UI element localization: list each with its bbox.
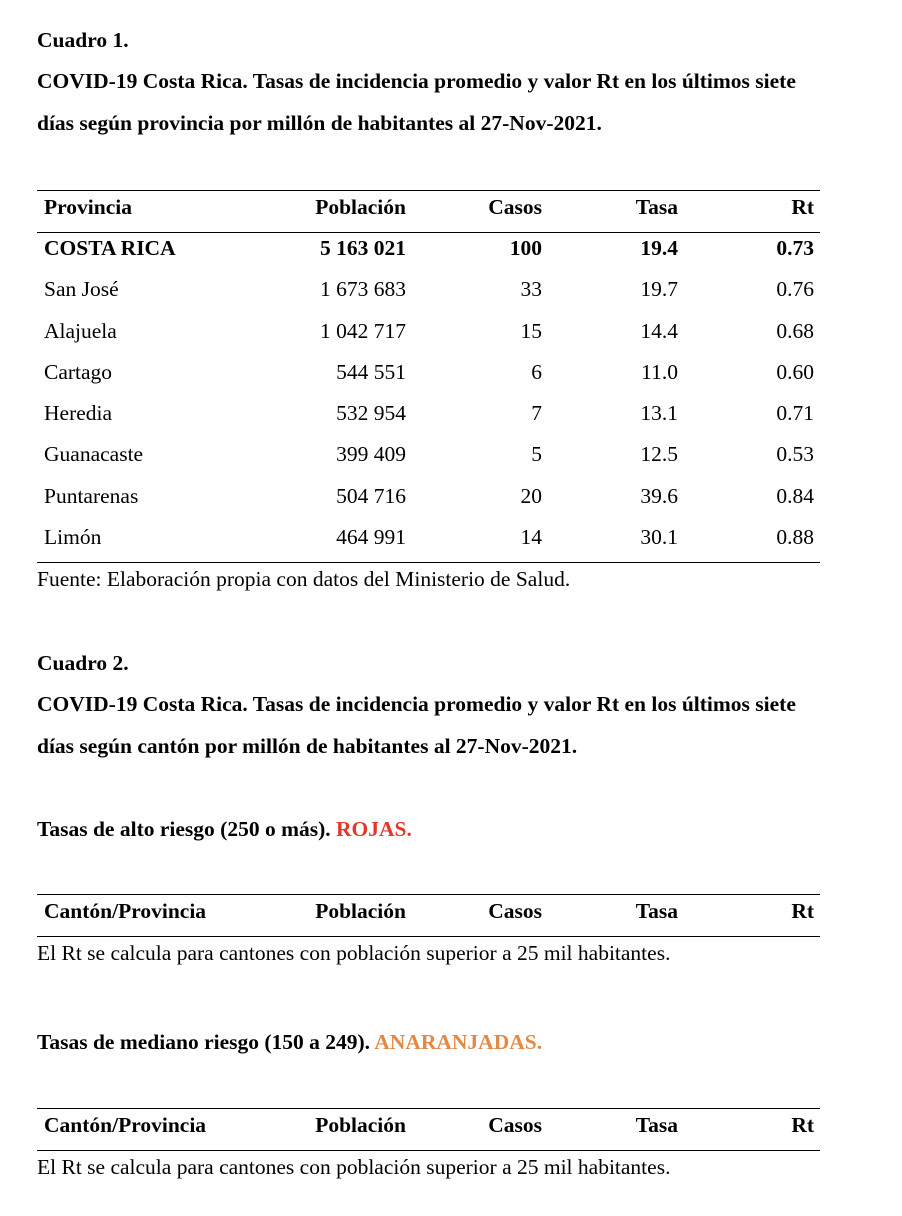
header-rt: Rt xyxy=(791,899,814,923)
cell-poblacion: 504 716 xyxy=(336,484,406,508)
header-canton-provincia: Cantón/Provincia xyxy=(44,1113,207,1137)
cell-poblacion: 1 042 717 xyxy=(320,319,406,343)
header-tasa: Tasa xyxy=(635,899,678,923)
header-bottom-rule xyxy=(37,936,820,937)
table-bottom-rule xyxy=(37,562,820,563)
cell-rt: 0.73 xyxy=(776,236,814,260)
cell-provincia: Alajuela xyxy=(44,319,117,343)
header-poblacion: Población xyxy=(315,195,406,219)
cuadro2-title-line1: COVID-19 Costa Rica. Tasas de incidencia promedio y valor Rt en los últimos siete xyxy=(37,692,796,716)
cell-casos: 100 xyxy=(509,236,542,260)
high-risk-note: El Rt se calcula para cantones con población superior a 25 mil habitantes. xyxy=(37,941,671,965)
table-row-total xyxy=(37,238,820,280)
cuadro1-source-note: Fuente: Elaboración propia con datos del Ministerio de Salud. xyxy=(37,567,571,591)
header-bottom-rule xyxy=(37,232,820,233)
medium-risk-tag: ANARANJADAS. xyxy=(374,1030,543,1054)
cell-provincia: Cartago xyxy=(44,360,113,384)
table-row xyxy=(37,362,820,404)
table-top-rule xyxy=(37,1108,820,1109)
table-row xyxy=(37,321,820,363)
cell-casos: 14 xyxy=(520,525,542,549)
table-row xyxy=(37,403,820,445)
high-risk-prefix: Tasas de alto riesgo (250 o más). xyxy=(37,817,331,841)
cuadro2-title-line2: días según cantón por millón de habitantes al 27-Nov-2021. xyxy=(37,734,578,758)
cell-provincia: San José xyxy=(44,277,119,301)
cell-tasa: 39.6 xyxy=(640,484,678,508)
cell-poblacion: 544 551 xyxy=(336,360,406,384)
cell-tasa: 11.0 xyxy=(641,360,678,384)
cell-casos: 7 xyxy=(531,401,542,425)
header-rt: Rt xyxy=(791,195,814,219)
cell-tasa: 14.4 xyxy=(640,319,678,343)
header-bottom-rule xyxy=(37,1150,820,1151)
cuadro2-label: Cuadro 2. xyxy=(37,651,129,675)
high-risk-table xyxy=(37,894,820,940)
cell-poblacion: 532 954 xyxy=(336,401,406,425)
cell-rt: 0.88 xyxy=(776,525,814,549)
header-tasa: Tasa xyxy=(635,1113,678,1137)
table-row xyxy=(37,486,820,528)
cell-casos: 33 xyxy=(520,277,542,301)
cuadro1-table xyxy=(37,190,820,565)
cell-casos: 15 xyxy=(520,319,542,343)
cell-poblacion: 5 163 021 xyxy=(320,236,406,260)
header-rt: Rt xyxy=(791,1113,814,1137)
header-casos: Casos xyxy=(488,1113,542,1137)
cell-tasa: 19.7 xyxy=(640,277,678,301)
cell-rt: 0.71 xyxy=(776,401,814,425)
cell-poblacion: 464 991 xyxy=(336,525,406,549)
cell-rt: 0.60 xyxy=(776,360,814,384)
cell-tasa: 19.4 xyxy=(640,236,678,260)
header-casos: Casos xyxy=(488,899,542,923)
cell-provincia: Limón xyxy=(44,525,102,549)
medium-risk-note: El Rt se calcula para cantones con población superior a 25 mil habitantes. xyxy=(37,1155,671,1179)
cell-tasa: 30.1 xyxy=(640,525,678,549)
high-risk-tag: ROJAS. xyxy=(336,817,412,841)
cell-rt: 0.68 xyxy=(776,319,814,343)
table-row xyxy=(37,444,820,486)
header-canton-provincia: Cantón/Provincia xyxy=(44,899,207,923)
header-provincia: Provincia xyxy=(44,195,132,219)
table-row xyxy=(37,279,820,321)
medium-risk-prefix: Tasas de mediano riesgo (150 a 249). xyxy=(37,1030,371,1054)
header-poblacion: Población xyxy=(315,899,406,923)
medium-risk-table xyxy=(37,1108,820,1154)
table-top-rule xyxy=(37,190,820,191)
cell-casos: 5 xyxy=(531,442,542,466)
cell-poblacion: 1 673 683 xyxy=(320,277,406,301)
cuadro1-label: Cuadro 1. xyxy=(37,28,129,52)
cell-casos: 6 xyxy=(531,360,542,384)
cell-provincia: Heredia xyxy=(44,401,113,425)
header-casos: Casos xyxy=(488,195,542,219)
cuadro1-title-line1: COVID-19 Costa Rica. Tasas de incidencia promedio y valor Rt en los últimos siete xyxy=(37,69,796,93)
cell-provincia: Puntarenas xyxy=(44,484,139,508)
cuadro1-title-line2: días según provincia por millón de habitantes al 27-Nov-2021. xyxy=(37,111,602,135)
high-risk-heading xyxy=(37,819,412,841)
table-top-rule xyxy=(37,894,820,895)
cell-casos: 20 xyxy=(520,484,542,508)
cell-poblacion: 399 409 xyxy=(336,442,406,466)
cell-rt: 0.53 xyxy=(776,442,814,466)
cell-rt: 0.76 xyxy=(776,277,814,301)
cell-tasa: 13.1 xyxy=(640,401,678,425)
medium-risk-heading xyxy=(37,1032,542,1054)
cell-rt: 0.84 xyxy=(776,484,814,508)
header-poblacion: Población xyxy=(315,1113,406,1137)
cell-tasa: 12.5 xyxy=(640,442,678,466)
cell-provincia: Guanacaste xyxy=(44,442,144,466)
cell-provincia: COSTA RICA xyxy=(44,236,176,260)
header-tasa: Tasa xyxy=(635,195,678,219)
